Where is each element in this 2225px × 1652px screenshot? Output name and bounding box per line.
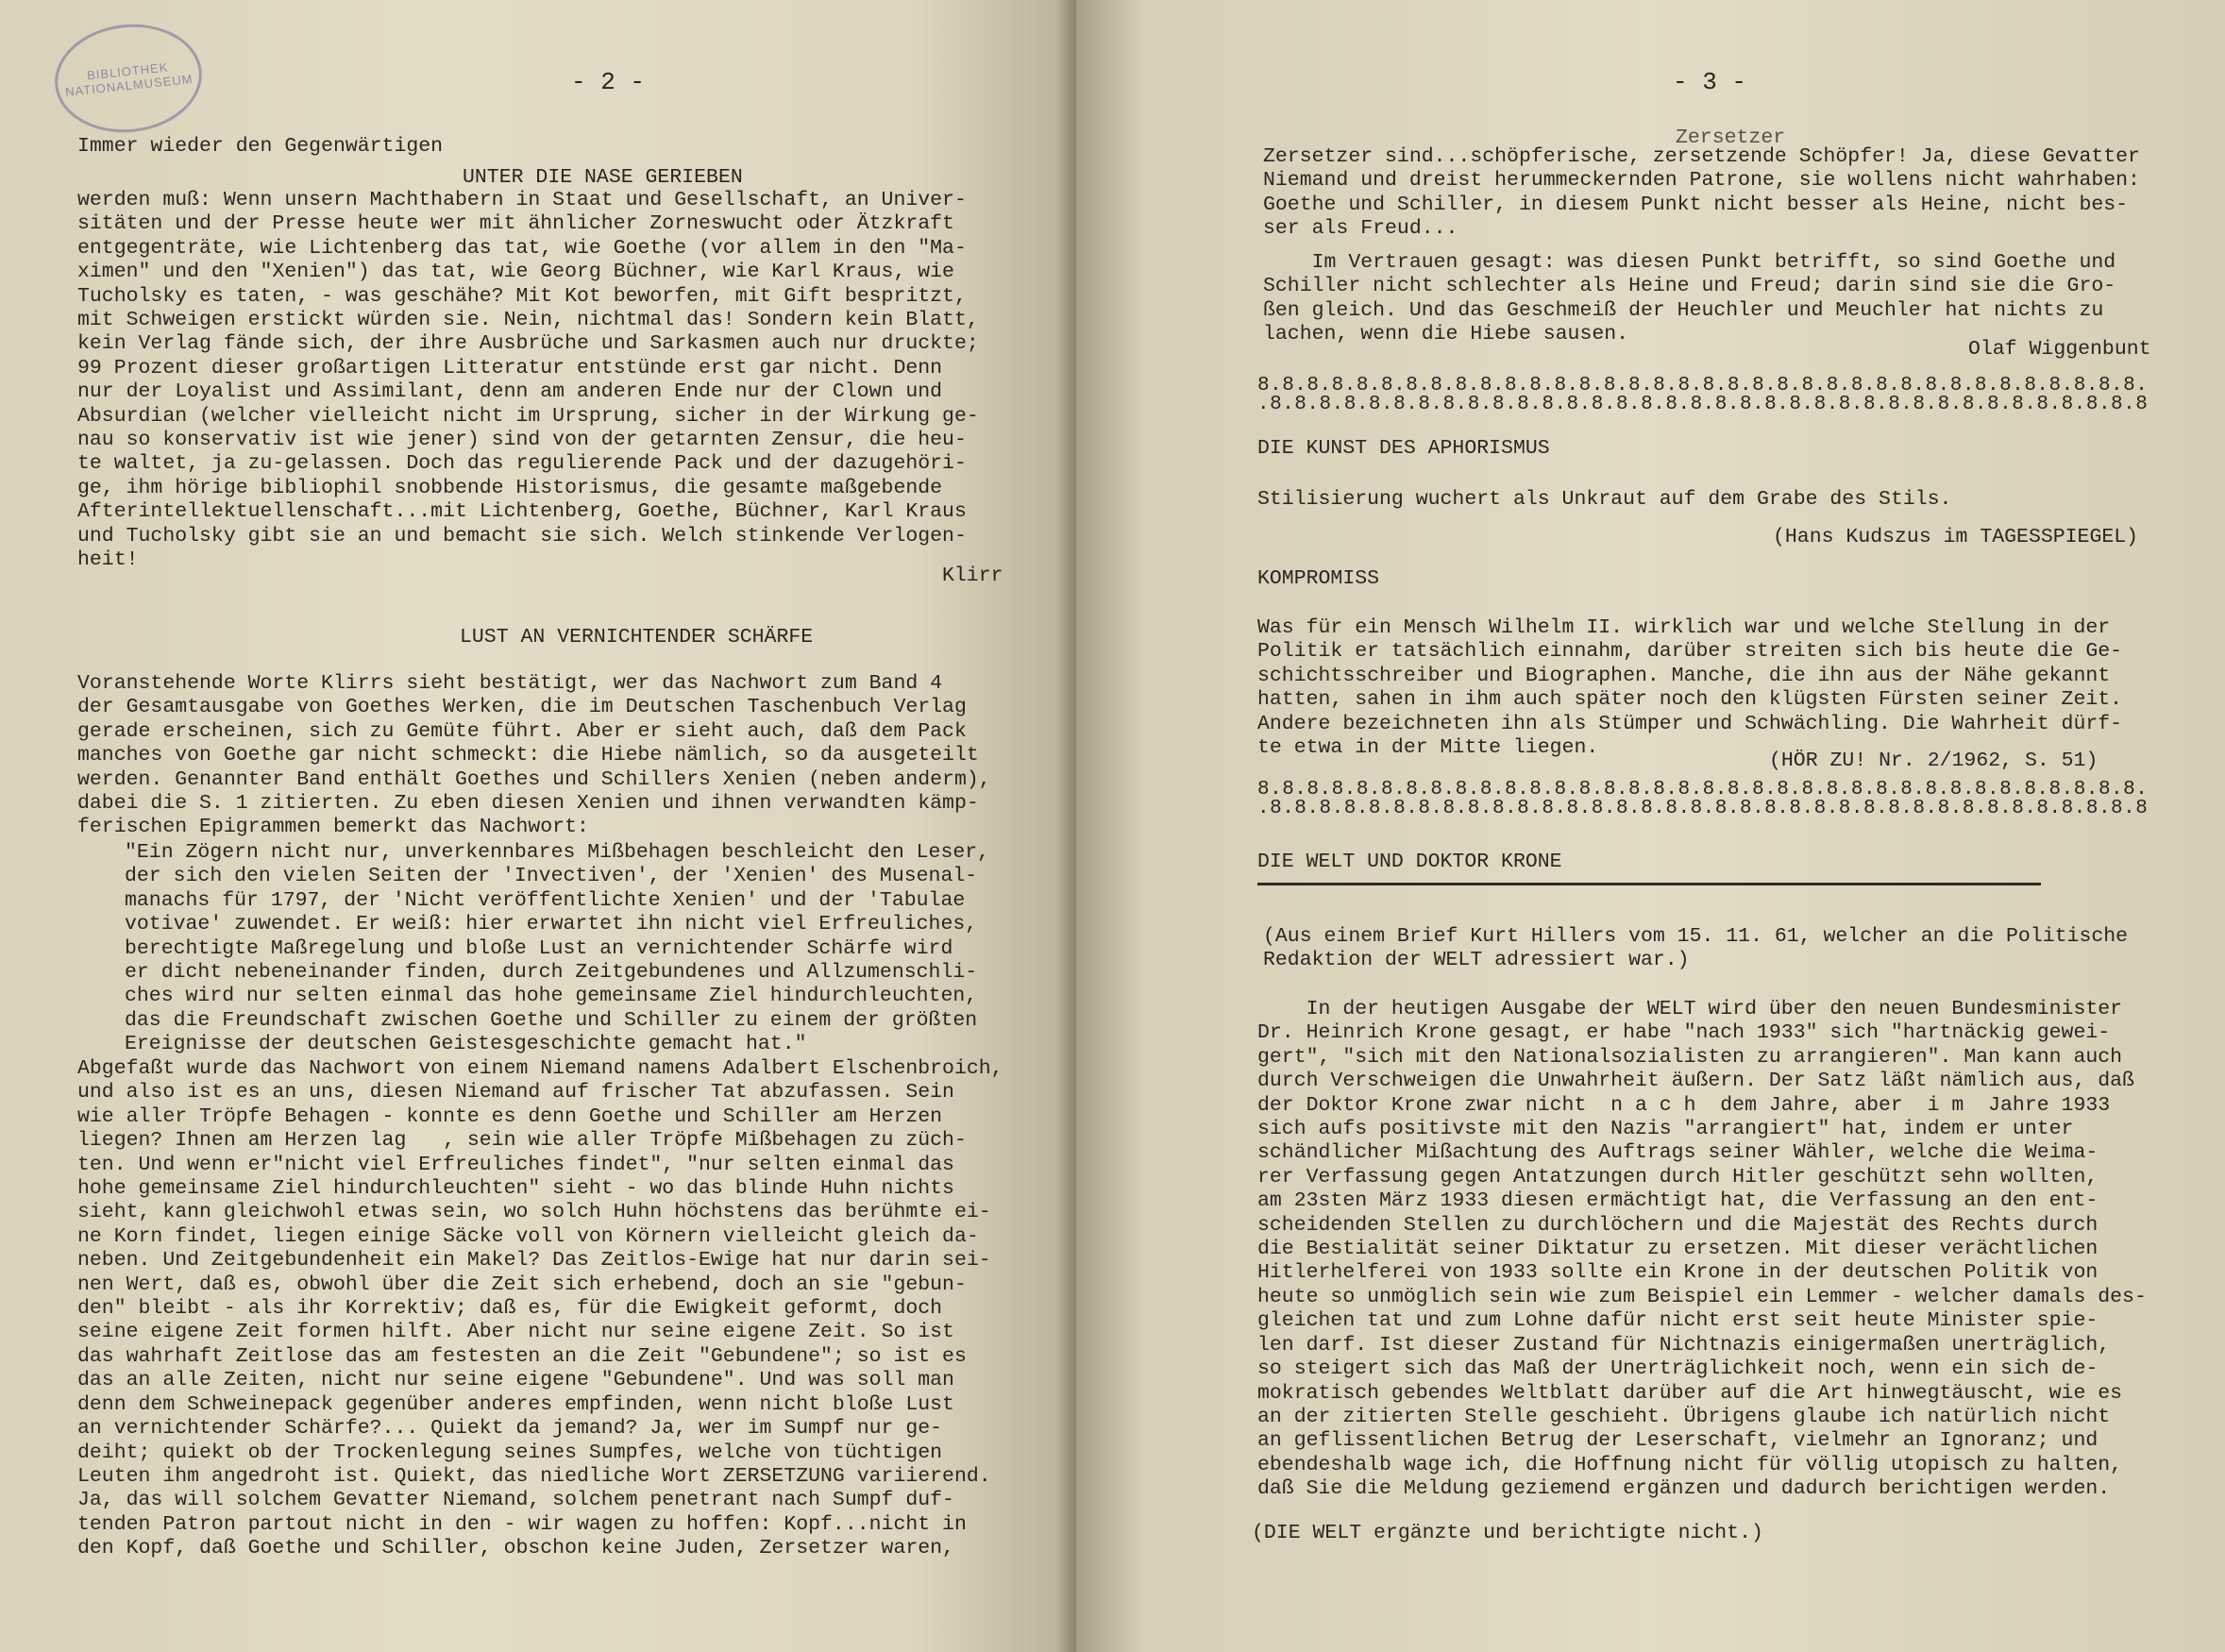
separator-bottom-row: .8.8.8.8.8.8.8.8.8.8.8.8.8.8.8.8.8.8.8.8.8.8.8.8.8.8.8.8.8.8.8.8.8.8.8.8 <box>1257 394 2149 415</box>
lust-intro-line: der Gesamtausgabe von Goethes Werken, die im Deutschen Taschenbuch Verlag <box>77 696 967 719</box>
lust-body-line: neben. Und Zeitgebundenheit ein Makel? Das Zeitlos-Ewige hat nur darin sei- <box>77 1249 991 1273</box>
separator2-bottom-row: .8.8.8.8.8.8.8.8.8.8.8.8.8.8.8.8.8.8.8.8.8.8.8.8.8.8.8.8.8.8.8.8.8.8.8.8 <box>1257 798 2149 819</box>
welt-body-line: mokratisch gebendes Weltblatt darüber auf die Art hinwegtäuscht, wie es <box>1257 1381 2123 1405</box>
aphorismus-text: Stilisierung wuchert als Unkraut auf dem Grabe des Stils. <box>1257 488 1952 511</box>
lust-body-line: denn dem Schweinepack gegenüber anderes empfinden, wenn nicht bloße Lust <box>77 1392 954 1416</box>
page-number-left: - 2 - <box>571 68 646 96</box>
vertrauen-line: lachen, wenn die Hiebe sausen. <box>1263 323 1629 346</box>
klirr-text-line: ge, ihm hörige bibliophil snobbende Historismus, die gesamte maßgebende <box>77 476 943 499</box>
welt-body-line: der Doktor Krone zwar nicht n a c h dem Jahre, aber i m Jahre 1933 <box>1257 1093 2111 1117</box>
continuation-line: Goethe und Schiller, in diesem Punkt nicht besser als Heine, nicht bes- <box>1263 193 2129 216</box>
vertrauen-line: Schiller nicht schlechter als Heine und Freud; darin sind sie die Gro- <box>1263 275 2116 298</box>
lust-intro-line: gerade erscheinen, sich zu Gemüte führt. Aber er sieht auch, daß dem Pack <box>77 719 967 743</box>
welt-heading: DIE WELT UND DOKTOR KRONE <box>1257 851 1562 873</box>
lust-quote-line: "Ein Zögern nicht nur, unverkennbares Mißbehagen beschleicht den Leser, <box>125 841 990 864</box>
lust-intro-line: manches von Goethe gar nicht schmeckt: die Hiebe nämlich, so da ausgeteilt <box>77 744 979 767</box>
stamp-text: BIBLIOTHEK NATIONALMUSEUM <box>64 59 194 100</box>
welt-body-line: len darf. Ist dieser Zustand für Nichtnazis einigermaßen unerträglich, <box>1257 1333 2111 1357</box>
lust-quote <box>93 841 989 1057</box>
lust-body-line: ten. Und wenn er"nicht viel Erfreuliches findet", "nur selten einmal das <box>77 1153 954 1176</box>
klirr-text-line: werden muß: Wenn unsern Machthabern in Staat und Gesellschaft, an Univer- <box>77 189 967 211</box>
lust-body-line: hohe gemeinsame Ziel hindurchleuchten" sieht - wo das blinde Huhn nichts <box>77 1177 954 1201</box>
lust-body-line: sieht, kann gleichwohl etwas sein, wo solch Huhn höchstens das berühmte ei- <box>77 1201 991 1224</box>
welt-body-paragraph <box>1257 998 2147 1502</box>
lust-quote-line: votivae' zuwendet. Er weiß: hier erwartet ihn nicht viel Erfreuliches, <box>125 913 978 936</box>
welt-body-line: sich aufs positivste mit den Nazis "arrangiert" hat, indem er unter <box>1257 1118 2074 1141</box>
lust-quote-line: manachs für 1797, der 'Nicht veröffentlichte Xenien' und der 'Tabulae <box>125 888 966 912</box>
kompromiss-line: hatten, sahen in ihm auch später noch den klügsten Fürsten seiner Zeit. <box>1257 688 2123 712</box>
lust-body-line: tenden Patron partout nicht in den - wir wagen zu hoffen: Kopf...nicht in <box>77 1512 967 1536</box>
welt-body-line: Dr. Heinrich Krone gesagt, er habe "nach 1933" sich "hartnäckig gewei- <box>1257 1021 2111 1045</box>
klirr-text-line: nau so konservativ ist wie jener) sind von der getarnten Zensur, die heu- <box>77 429 967 452</box>
vertrauen-paragraph <box>1263 251 2115 347</box>
kompromiss-line: te etwa in der Mitte liegen. <box>1257 736 1599 760</box>
welt-body-line: gleichen tat und zum Lohne dafür nicht erst seit heute Minister spie- <box>1257 1309 2099 1333</box>
klirr-text-line: entgegenträte, wie Lichtenberg das tat, wie Goethe (vor allem in den "Ma- <box>77 236 967 260</box>
lust-body-line: deiht; quiekt ob der Trockenlegung seines Sumpfes, welche von tüchtigen <box>77 1441 943 1464</box>
continuation-paragraph <box>1263 145 2140 242</box>
welt-body-line: am 23sten März 1933 diesen ermächtigt hat, die Verfassung an den ent- <box>1257 1189 2099 1213</box>
lust-body-line: liegen? Ihnen am Herzen lag , sein wie aller Tröpfe Mißbehagen zu züch- <box>77 1129 967 1153</box>
welt-body-line: daß Sie die Meldung geziemend ergänzen und dadurch berichtigen werden. <box>1257 1477 2111 1501</box>
lust-intro-line: dabei die S. 1 zitierten. Zu eben diesen Xenien und ihnen verwandten kämp- <box>77 792 979 816</box>
klirr-text-line: kein Verlag fände sich, der ihre Ausbrüche und Sarkasmen auch nur druckte; <box>77 332 979 356</box>
lust-body-line: den Kopf, daß Goethe und Schiller, obschon keine Juden, Zersetzer waren, <box>77 1537 954 1560</box>
vertrauen-line: Im Vertrauen gesagt: was diesen Punkt betrifft, so sind Goethe und <box>1263 251 2116 274</box>
welt-body-line: In der heutigen Ausgabe der WELT wird über den neuen Bundesminister <box>1257 998 2123 1020</box>
kompromiss-paragraph <box>1257 616 2122 760</box>
intro-line-block <box>77 135 443 159</box>
vertrauen-line: ßen gleich. Und das Geschmeiß der Heuchler und Meuchler hat nichts zu <box>1263 298 2104 322</box>
lust-body-paragraph <box>77 1057 1003 1561</box>
welt-body-line: scheidenden Stellen zu durchlöchern und die Majestät des Rechts durch <box>1257 1213 2099 1237</box>
kompromiss-heading: KOMPROMISS <box>1257 567 1380 590</box>
klirr-text-line: Absurdian (welcher vielleicht nicht im Ursprung, sicher in der Wirkung ge- <box>77 404 979 428</box>
intro-heading: UNTER DIE NASE GERIEBEN <box>463 166 743 189</box>
kompromiss-source: (HÖR ZU! Nr. 2/1962, S. 51) <box>1769 750 2099 772</box>
library-stamp <box>49 17 207 140</box>
lust-quote-line: ches wird nur selten einmal das hohe gemeinsame Ziel hindurchleuchten, <box>125 985 978 1008</box>
welt-body-line: an geflissentlichen Betrug der Leserschaft, vielmehr an Ignoranz; und <box>1257 1429 2099 1453</box>
klirr-text-line: sitäten und der Presse heute wer mit ähnlicher Zorneswucht oder Ätzkraft <box>77 212 954 236</box>
kompromiss-line: Andere bezeichneten ihn als Stümper und Schwächling. Die Wahrheit dürf- <box>1257 712 2123 735</box>
lust-quote-line: er dicht nebeneinander finden, durch Zeitgebundenes und Allzumenschli- <box>125 961 978 985</box>
lust-body-line: nen Wert, daß es, obwohl über die Zeit sich erhebend, doch an sie "gebun- <box>77 1273 967 1296</box>
lust-body-line: und also ist es an uns, diesen Niemand auf frischer Tat abzufassen. Sein <box>77 1081 954 1104</box>
lust-body-line: seine eigene Zeit formen hilft. Aber nicht nur seine eigene Zeit. So ist <box>77 1321 954 1344</box>
lust-body-line: Ja, das will solchem Gevatter Niemand, solchem penetrant nach Sumpf duf- <box>77 1489 954 1512</box>
continuation-line: Niemand und dreist herummeckernden Patrone, sie wollens nicht wahrhaben: <box>1263 169 2140 193</box>
lust-body-line: wie aller Tröpfe Behagen - konnte es denn Goethe und Schiller am Herzen <box>77 1104 943 1128</box>
klirr-text-line: mit Schweigen erstickt würden sie. Nein, nichtmal das! Sondern kein Blatt, <box>77 309 979 332</box>
klirr-text-line: und Tucholsky gibt sie an und bemacht sie sich. Welch stinkende Verlogen- <box>77 524 967 548</box>
welt-closing: (DIE WELT ergänzte und berichtigte nicht.) <box>1252 1522 1763 1544</box>
intro-line: Immer wieder den Gegenwärtigen <box>77 135 444 158</box>
klirr-paragraph <box>77 189 979 573</box>
lust-body-line: ne Korn findet, liegen einige Säcke voll von Körnern vielleicht gleich da- <box>77 1224 979 1248</box>
overtyped-word: Zersetzer <box>1676 126 1786 149</box>
welt-body-line: rer Verfassung gegen Antatzungen durch Hitler geschützt sehn wollten, <box>1257 1165 2099 1188</box>
lust-quote-line: der sich den vielen Seiten der 'Invectiven', der 'Xenien' des Musenal- <box>125 865 978 888</box>
separator-top-row: 8.8.8.8.8.8.8.8.8.8.8.8.8.8.8.8.8.8.8.8.8.8.8.8.8.8.8.8.8.8.8.8.8.8.8.8. <box>1257 375 2149 396</box>
left-page <box>0 0 1076 1652</box>
klirr-text-line: Tucholsky es taten, - was geschähe? Mit Kot beworfen, mit Gift bespritzt, <box>77 284 967 308</box>
welt-body-line: Hitlerhelferei von 1933 sollte ein Krone in der deutschen Politik von <box>1257 1261 2099 1285</box>
lust-body-line: das an alle Zeiten, nicht nur seine eigene "Gebundene". Und was soll man <box>77 1369 954 1392</box>
klirr-text-line: Afterintellektuellenschaft...mit Lichtenberg, Goethe, Büchner, Karl Kraus <box>77 500 967 524</box>
lust-quote-line: das die Freundschaft zwischen Goethe und Schiller zu einem der größten <box>125 1008 978 1032</box>
welt-note-line: Redaktion der WELT adressiert war.) <box>1263 949 1690 972</box>
welt-body-line: gert", "sich mit den Nationalsozialisten zu arrangieren". Man kann auch <box>1257 1045 2123 1069</box>
aphorismus-source: (Hans Kudszus im TAGESSPIEGEL) <box>1773 526 2139 548</box>
kompromiss-line: Politik er tatsächlich einnahm, darüber streiten sich bis heute die Ge- <box>1257 640 2123 664</box>
page-number-right: - 3 - <box>1673 68 1747 96</box>
continuation-line: Zersetzer sind...schöpferische, zersetzende Schöpfer! Ja, diese Gevatter <box>1263 145 2140 168</box>
klirr-text-line: 99 Prozent dieser großartigen Litteratur entstünde erst gar nicht. Denn <box>77 356 943 379</box>
lust-quote-line: Ereignisse der deutschen Geistesgeschichte gemacht hat." <box>125 1033 807 1056</box>
welt-heading-rule <box>1257 883 2041 885</box>
lust-heading: LUST AN VERNICHTENDER SCHÄRFE <box>460 626 814 649</box>
klirr-text-line: ximen" und den "Xenien") das tat, wie Georg Büchner, wie Karl Kraus, wie <box>77 261 954 284</box>
kompromiss-line: Was für ein Mensch Wilhelm II. wirklich war und welche Stellung in der <box>1257 616 2111 639</box>
welt-note-line: (Aus einem Brief Kurt Hillers vom 15. 11. 61, welcher an die Politische <box>1263 925 2129 948</box>
klirr-text-line: nur der Loyalist und Assimilant, denn am anderen Ende nur der Clown und <box>77 380 943 404</box>
lust-quote-line: berechtigte Maßregelung und bloße Lust an vernichtender Schärfe wird <box>125 936 953 960</box>
continuation-line: ser als Freud... <box>1263 217 1458 241</box>
lust-intro-paragraph <box>77 672 991 840</box>
lust-intro-line: werden. Genannter Band enthält Goethes und Schillers Xenien (neben anderm), <box>77 767 991 791</box>
aphorismus-heading: DIE KUNST DES APHORISMUS <box>1257 437 1550 460</box>
lust-intro-line: Voranstehende Worte Klirrs sieht bestätigt, wer das Nachwort zum Band 4 <box>77 672 943 695</box>
lust-body-line: den" bleibt - als ihr Korrektiv; daß es, für die Ewigkeit geformt, doch <box>77 1297 943 1321</box>
right-page <box>1076 0 2225 1652</box>
klirr-text-line: te waltet, ja zu-gelassen. Doch das regulierende Pack und der dazugehöri- <box>77 452 967 476</box>
welt-body-line: die Bestialität seiner Diktatur zu ersetzen. Mit dieser verächtlichen <box>1257 1238 2099 1261</box>
kompromiss-line: schichtsschreiber und Biographen. Manche, die ihn aus der Nähe gekannt <box>1257 664 2111 687</box>
welt-body-line: so steigert sich das Maß der Unerträglichkeit noch, wenn ein sich de- <box>1257 1357 2099 1381</box>
welt-body-line: schändlicher Mißachtung des Auftrags seiner Wähler, welche die Weima- <box>1257 1141 2099 1165</box>
separator2-top-row: 8.8.8.8.8.8.8.8.8.8.8.8.8.8.8.8.8.8.8.8.8.8.8.8.8.8.8.8.8.8.8.8.8.8.8.8. <box>1257 779 2149 801</box>
lust-body-line: das wahrhaft Zeitlose das am festesten an die Zeit "Gebundene"; so ist es <box>77 1344 967 1368</box>
lust-intro-line: ferischen Epigrammen bemerkt das Nachwort: <box>77 816 589 839</box>
welt-body-line: ebendeshalb wage ich, die Hoffnung nicht für völlig utopisch zu halten, <box>1257 1453 2123 1476</box>
welt-body-line: an der zitierten Stelle geschieht. Übrigens glaube ich natürlich nicht <box>1257 1405 2111 1428</box>
welt-body-line: durch Verschweigen die Unwahrheit äußern. Der Satz läßt nämlich aus, daß <box>1257 1070 2134 1093</box>
wiggenbunt-signature: Olaf Wiggenbunt <box>1968 338 2151 361</box>
lust-body-line: an vernichtender Schärfe?... Quiekt da jemand? Ja, wer im Sumpf nur ge- <box>77 1417 943 1441</box>
welt-body-line: heute so unmöglich sein wie zum Beispiel ein Lemmer - welcher damals des- <box>1257 1285 2147 1308</box>
klirr-signature: Klirr <box>942 565 1003 587</box>
welt-note <box>1263 925 2128 973</box>
lust-body-line: Abgefaßt wurde das Nachwort von einem Niemand namens Adalbert Elschenbroich, <box>77 1057 1003 1080</box>
klirr-text-line: heit! <box>77 548 139 572</box>
lust-body-line: Leuten ihm angedroht ist. Quiekt, das niedliche Wort ZERSETZUNG variierend. <box>77 1464 991 1488</box>
